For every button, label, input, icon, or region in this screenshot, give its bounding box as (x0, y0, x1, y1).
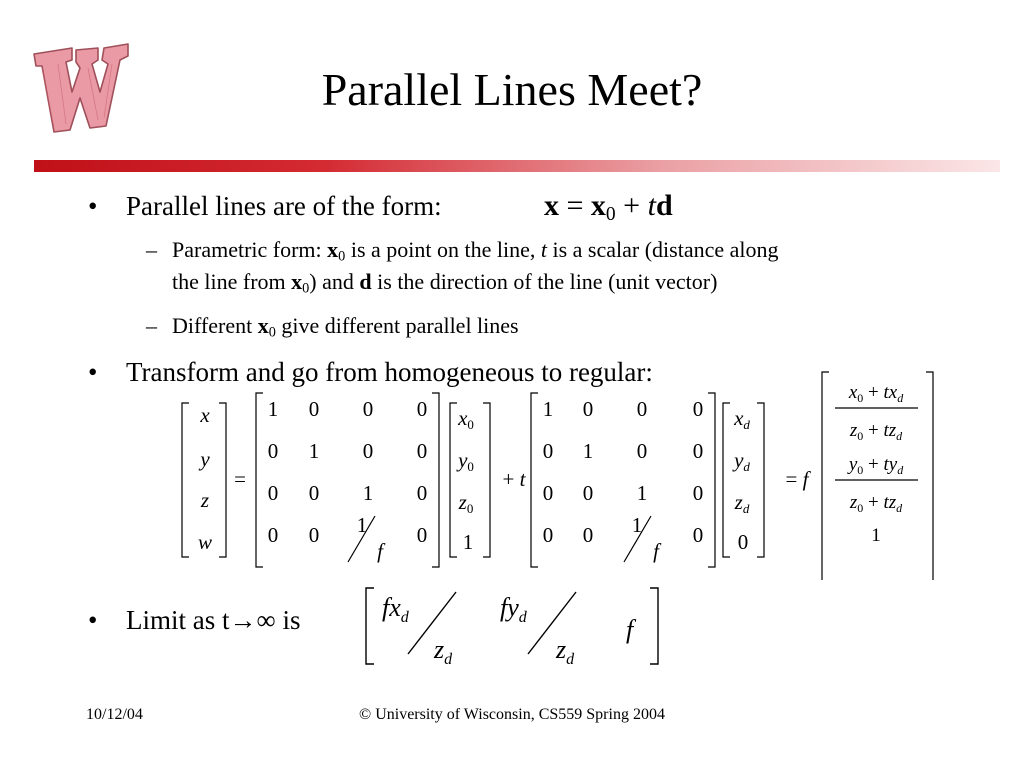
svg-text:f: f (626, 615, 634, 644)
bullet-dot: • (88, 605, 98, 635)
svg-text:0: 0 (362, 397, 374, 421)
svg-text:yd: yd (734, 448, 750, 474)
footer-date: 10/12/04 (86, 706, 143, 723)
eq-equals: = (566, 189, 584, 222)
svg-text:0: 0 (267, 523, 279, 547)
svg-text:w: w (197, 530, 213, 554)
bullet-dot: • (88, 357, 98, 387)
svg-text:0: 0 (416, 439, 428, 463)
limit-matrix (360, 580, 670, 670)
svg-text:f: f (653, 539, 659, 563)
svg-text:+ t: + t (502, 467, 526, 491)
svg-text:xd: xd (734, 406, 750, 432)
svg-text:1: 1 (631, 513, 643, 537)
line-equation (544, 186, 673, 226)
sub-dash: – (146, 237, 157, 262)
bullet-transform: Transform and go from homogeneous to regular: (126, 357, 653, 387)
svg-text:0: 0 (582, 481, 594, 505)
svg-text:1: 1 (542, 397, 554, 421)
svg-text:y: y (200, 447, 210, 471)
svg-text:0: 0 (308, 397, 320, 421)
svg-text:0: 0 (636, 439, 648, 463)
bullet-limit: Limit as t→∞ is (126, 605, 301, 635)
svg-text:0: 0 (542, 481, 554, 505)
bullet-dot: • (88, 191, 98, 221)
eq-d: d (655, 189, 673, 222)
svg-text:0: 0 (542, 439, 554, 463)
svg-text:zd: zd (734, 490, 750, 516)
eq-x0: x (590, 189, 606, 222)
svg-text:0: 0 (692, 481, 704, 505)
eq-t: t (647, 189, 656, 222)
svg-text:x0 + txd: $x_0 + tx_d$ (848, 382, 904, 405)
svg-text:0: 0 (582, 397, 594, 421)
svg-text:y0 + tyd: $y_0 + ty_d$ (848, 454, 904, 477)
svg-text:z0 + tzd: $z_0 + tz_d$ (849, 420, 903, 443)
svg-text:0: 0 (308, 523, 320, 547)
svg-text:1: 1 (308, 439, 320, 463)
svg-text:0: 0 (416, 397, 428, 421)
eq-x: x (544, 189, 559, 222)
svg-text:0: 0 (308, 481, 320, 505)
svg-text:zd: $z_d$ (556, 635, 575, 668)
svg-text:1: 1 (267, 397, 279, 421)
svg-text:fyd: $fy_d$ (500, 593, 527, 626)
svg-text:0: 0 (542, 523, 554, 547)
svg-text:0: 0 (416, 481, 428, 505)
svg-text:0: 0 (737, 530, 749, 554)
svg-text:fxd: $fx_d$ (382, 593, 409, 626)
svg-text:0: 0 (692, 439, 704, 463)
svg-text:0: 0 (692, 523, 704, 547)
svg-text:z: z (200, 488, 210, 512)
svg-text:0: 0 (267, 439, 279, 463)
svg-text:1: 1 (356, 513, 368, 537)
svg-text:= f: = f (785, 467, 809, 491)
svg-text:0: 0 (692, 397, 704, 421)
svg-text:z0 + tzd: $z_0 + tz_d$ (849, 492, 903, 515)
svg-text:0: 0 (267, 481, 279, 505)
svg-text:1: 1 (362, 481, 374, 505)
footer-copyright: © University of Wisconsin, CS559 Spring 2004 (359, 706, 665, 723)
svg-text:x: x (200, 403, 210, 427)
subbullet-parametric: Parametric form: $x_0$ is a point on the line, t is a scalar (distance along the line from $x_0$) and d is the direction of the line (unit vector) (172, 237, 779, 297)
svg-text:z0: z0 (458, 490, 474, 516)
svg-text:1: 1 (871, 525, 881, 546)
svg-text:=: = (234, 467, 246, 491)
svg-text:1: 1 (636, 481, 648, 505)
svg-text:0: 0 (416, 523, 428, 547)
subbullet-different: Different $x_0$ give different parallel lines (172, 313, 519, 341)
svg-text:zd: $z_d$ (434, 635, 453, 668)
svg-text:0: 0 (636, 397, 648, 421)
svg-text:1: 1 (462, 530, 474, 554)
svg-text:y0: y0 (458, 448, 474, 474)
svg-text:x0: x0 (458, 406, 474, 432)
eq-plus: + (623, 189, 641, 222)
svg-text:0: 0 (582, 523, 594, 547)
title-divider (34, 160, 1000, 172)
sub-dash: – (146, 313, 157, 338)
svg-text:0: 0 (362, 439, 374, 463)
svg-text:f: f (377, 539, 383, 563)
projection-matrix-equation (0, 360, 1024, 580)
svg-text:1: 1 (582, 439, 594, 463)
bullet-parallel-form: Parallel lines are of the form: (126, 191, 442, 221)
slide-title: Parallel Lines Meet? (321, 64, 703, 115)
eq-x0-sub: 0 (605, 203, 616, 225)
